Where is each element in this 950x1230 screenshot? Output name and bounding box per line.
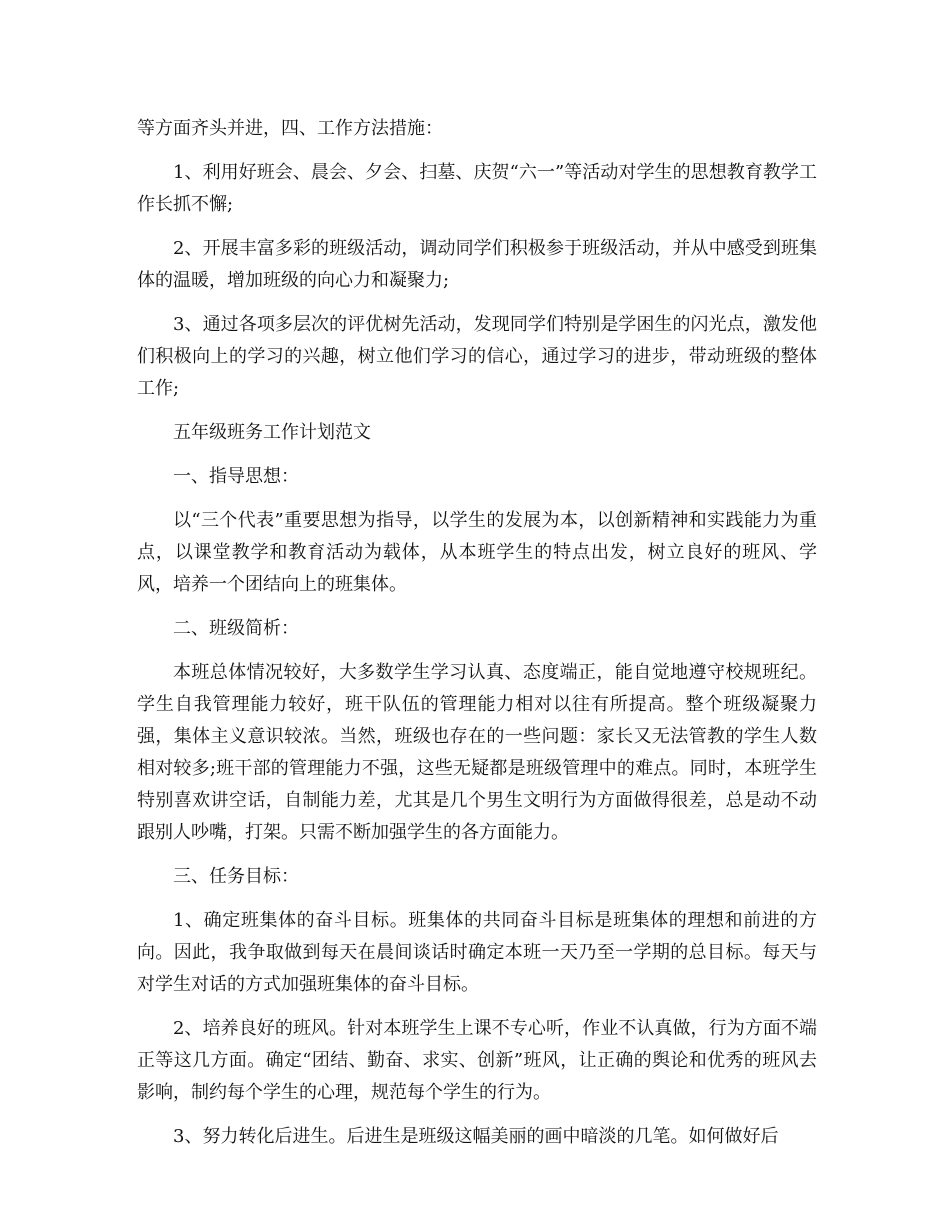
heading-task-goals: 三、任务目标： xyxy=(173,866,299,887)
paragraph-goal-1: 1、确定班集体的奋斗目标。班集体的共同奋斗目标是班集体的理想和前进的方向。因此，我争取做到每天在晨间谈话时确定本班一天乃至一学期的总目标。每天与对学生对话的方式加强班集体的奋斗目标。 xyxy=(137,910,817,995)
heading-guiding-thought: 一、指导思想： xyxy=(173,466,299,487)
paragraph-goal-3: 3、努力转化后进生。后进生是班级这幅美丽的画中暗淡的几笔。如何做好后 xyxy=(173,1126,779,1147)
paragraph-continuation: 等方面齐头并进，四、工作方法措施： xyxy=(137,118,443,139)
paragraph-method-3: 3、通过各项多层次的评优树先活动，发现同学们特别是学困生的闪光点，激发他们积极向上的学习的兴趣，树立他们学习的信心，通过学习的进步，带动班级的整体工作; xyxy=(137,314,817,399)
paragraph-class-analysis: 本班总体情况较好，大多数学生学习认真、态度端正，能自觉地遵守校规班纪。学生自我管理能力较好，班干队伍的管理能力相对以往有所提高。整个班级凝聚力强，集体主义意识较浓。当然，班级也存在的一些问题：家长又无法管教的学生人数相对较多;班干部的管理能力不强，这些无疑都是班级管理中的难点。同时，本班学生特别喜欢讲空话，自制能力差，尤其是几个男生文明行为方面做得很差，总是动不动跟别人吵嘴，打架。只需不断加强学生的各方面能力。 xyxy=(137,662,817,843)
section-title: 五年级班务工作计划范文 xyxy=(173,422,371,443)
paragraph-method-1: 1、利用好班会、晨会、夕会、扫墓、庆贺“六一”等活动对学生的思想教育教学工作长抓不懈; xyxy=(137,162,817,215)
document-body xyxy=(137,113,817,1153)
paragraph-method-2: 2、开展丰富多彩的班级活动，调动同学们积极参于班级活动，并从中感受到班集体的温暖，增加班级的向心力和凝聚力; xyxy=(137,238,817,291)
paragraph-goal-2: 2、培养良好的班风。针对本班学生上课不专心听，作业不认真做，行为方面不端正等这几方面。确定“团结、勤奋、求实、创新”班风，让正确的舆论和优秀的班风去影响，制约每个学生的心理，规范每个学生的行为。 xyxy=(137,1018,817,1103)
paragraph-guiding-thought: 以“三个代表”重要思想为指导，以学生的发展为本，以创新精神和实践能力为重点，以课堂教学和教育活动为载体，从本班学生的特点出发，树立良好的班风、学风，培养一个团结向上的班集体。 xyxy=(137,510,817,595)
heading-class-analysis: 二、班级简析： xyxy=(173,618,299,639)
